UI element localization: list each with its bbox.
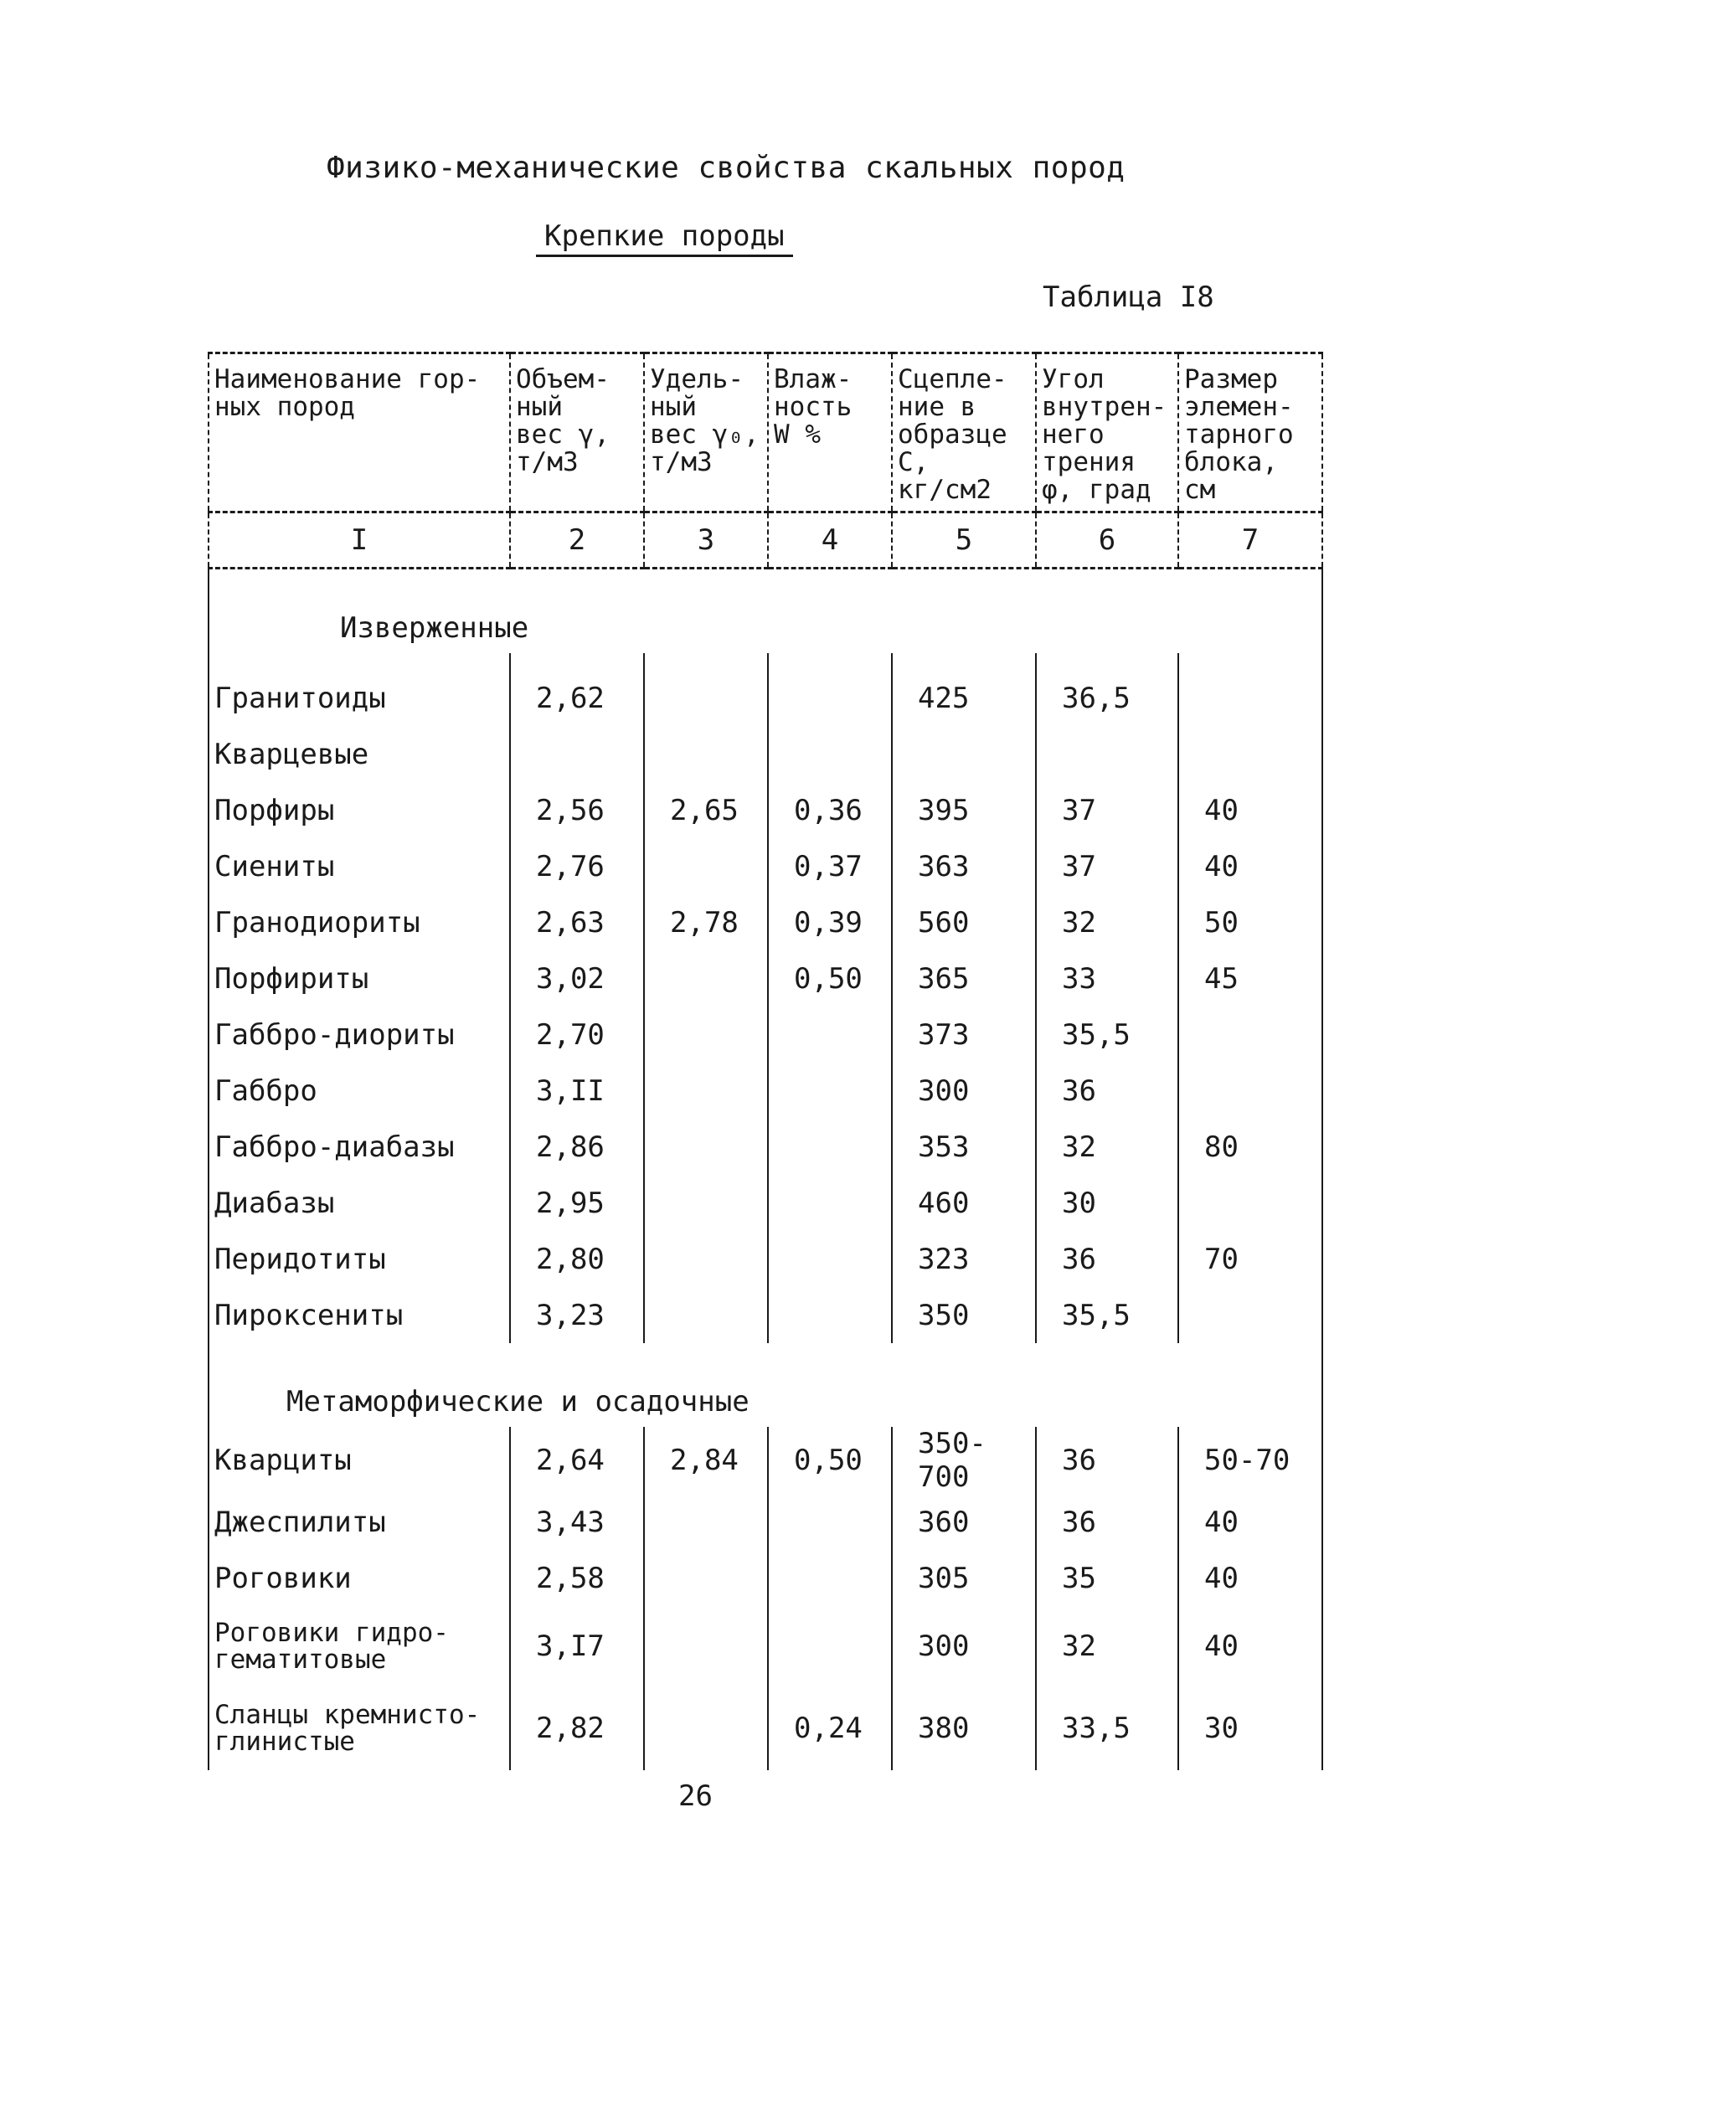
- rock-name-cell: Роговики гидро- гематитовые: [209, 1606, 510, 1686]
- cohesion-cell: 323: [892, 1231, 1036, 1287]
- section-row-metamorphic: [209, 1343, 1322, 1427]
- table-row: [209, 838, 1322, 894]
- cohesion-cell: 425: [892, 670, 1036, 726]
- moisture-cell: [768, 1606, 892, 1686]
- header-volume-weight: Объем- ный вес γ, т/м3: [510, 353, 644, 512]
- volume-weight-cell: 2,63: [510, 894, 644, 950]
- page-number: 26: [678, 1779, 713, 1813]
- volume-weight-cell: 3,02: [510, 950, 644, 1007]
- rock-name-cell: Джеспилиты: [209, 1494, 510, 1550]
- volume-weight-cell: 2,58: [510, 1550, 644, 1606]
- block-size-cell: [1178, 726, 1322, 782]
- rock-name-cell: Габбро-диабазы: [209, 1119, 510, 1175]
- specific-weight-cell: [644, 1287, 768, 1343]
- friction-angle-cell: 37: [1036, 782, 1178, 838]
- moisture-cell: 0,24: [768, 1686, 892, 1770]
- table-row: [209, 1686, 1322, 1770]
- cohesion-cell: [892, 726, 1036, 782]
- specific-weight-cell: [644, 1686, 768, 1770]
- cohesion-cell: 560: [892, 894, 1036, 950]
- table-row: [209, 670, 1322, 726]
- table-row: [209, 1231, 1322, 1287]
- table-row: [209, 1427, 1322, 1494]
- volume-weight-cell: 2,80: [510, 1231, 644, 1287]
- cohesion-cell: 460: [892, 1175, 1036, 1231]
- rock-name-cell: Гранодиориты: [209, 894, 510, 950]
- friction-angle-cell: 35,5: [1036, 1287, 1178, 1343]
- table-row: [209, 1550, 1322, 1606]
- block-size-cell: 80: [1178, 1119, 1322, 1175]
- block-size-cell: 50: [1178, 894, 1322, 950]
- friction-angle-cell: 35,5: [1036, 1007, 1178, 1063]
- rock-properties-table: [208, 352, 1323, 1770]
- moisture-cell: [768, 1175, 892, 1231]
- table-row: [209, 1063, 1322, 1119]
- specific-weight-cell: [644, 1231, 768, 1287]
- rock-name-cell: Пироксениты: [209, 1287, 510, 1343]
- cohesion-cell: 373: [892, 1007, 1036, 1063]
- section-title-igneous: Изверженные: [340, 611, 529, 645]
- block-size-cell: [1178, 1063, 1322, 1119]
- rock-name-cell: Сланцы кремнисто- глинистые: [209, 1686, 510, 1770]
- moisture-cell: [768, 1287, 892, 1343]
- friction-angle-cell: 33: [1036, 950, 1178, 1007]
- table-row: [209, 1606, 1322, 1686]
- block-size-cell: 40: [1178, 1550, 1322, 1606]
- specific-weight-cell: [644, 1007, 768, 1063]
- friction-angle-cell: 36: [1036, 1063, 1178, 1119]
- column-number: 6: [1036, 512, 1178, 569]
- table-row: [209, 1119, 1322, 1175]
- specific-weight-cell: 2,84: [644, 1427, 768, 1494]
- moisture-cell: [768, 1494, 892, 1550]
- header-friction-angle: Угол внутрен- него трения φ, град: [1036, 353, 1178, 512]
- friction-angle-cell: 36: [1036, 1427, 1178, 1494]
- block-size-cell: [1178, 1175, 1322, 1231]
- table-row: [209, 950, 1322, 1007]
- cohesion-cell: 305: [892, 1550, 1036, 1606]
- moisture-cell: [768, 1119, 892, 1175]
- moisture-cell: 0,37: [768, 838, 892, 894]
- rock-name-cell: Кварцевые: [209, 726, 510, 782]
- volume-weight-cell: [510, 726, 644, 782]
- header-rock-name: Наименование гор- ных пород: [209, 353, 510, 512]
- column-number: 3: [644, 512, 768, 569]
- moisture-cell: [768, 1231, 892, 1287]
- cohesion-cell: 300: [892, 1606, 1036, 1686]
- specific-weight-cell: [644, 1119, 768, 1175]
- friction-angle-cell: 32: [1036, 894, 1178, 950]
- block-size-cell: 30: [1178, 1686, 1322, 1770]
- header-cohesion: Сцепле- ние в образце C, кг/см2: [892, 353, 1036, 512]
- specific-weight-cell: [644, 1175, 768, 1231]
- document-title: Физико-механические свойства скальных пород: [327, 151, 1126, 185]
- cohesion-cell: 350: [892, 1287, 1036, 1343]
- friction-angle-cell: 37: [1036, 838, 1178, 894]
- block-size-cell: 45: [1178, 950, 1322, 1007]
- friction-angle-cell: 32: [1036, 1606, 1178, 1686]
- specific-weight-cell: [644, 1550, 768, 1606]
- volume-weight-cell: 2,82: [510, 1686, 644, 1770]
- cohesion-cell: 350-700: [892, 1427, 1036, 1494]
- specific-weight-cell: [644, 838, 768, 894]
- rock-name-cell: Габбро: [209, 1063, 510, 1119]
- volume-weight-cell: 2,56: [510, 782, 644, 838]
- rock-name-cell: Диабазы: [209, 1175, 510, 1231]
- moisture-cell: [768, 670, 892, 726]
- specific-weight-cell: 2,78: [644, 894, 768, 950]
- moisture-cell: 0,36: [768, 782, 892, 838]
- header-moisture: Влаж- ность W %: [768, 353, 892, 512]
- specific-weight-cell: [644, 1606, 768, 1686]
- moisture-cell: [768, 1063, 892, 1119]
- column-number: I: [209, 512, 510, 569]
- moisture-cell: 0,50: [768, 1427, 892, 1494]
- block-size-cell: 70: [1178, 1231, 1322, 1287]
- moisture-cell: 0,50: [768, 950, 892, 1007]
- volume-weight-cell: 2,86: [510, 1119, 644, 1175]
- table-body: [209, 512, 1322, 1771]
- moisture-cell: [768, 726, 892, 782]
- block-size-cell: 40: [1178, 782, 1322, 838]
- section-title-metamorphic: Метаморфические и осадочные: [286, 1385, 750, 1418]
- spacer-row: [209, 653, 1322, 670]
- table-row: [209, 782, 1322, 838]
- column-number: 5: [892, 512, 1036, 569]
- rock-name-cell: Перидотиты: [209, 1231, 510, 1287]
- rock-name-cell: Сиениты: [209, 838, 510, 894]
- volume-weight-cell: 3,23: [510, 1287, 644, 1343]
- column-number: 2: [510, 512, 644, 569]
- table-row: [209, 1175, 1322, 1231]
- rock-name-cell: Габбро-диориты: [209, 1007, 510, 1063]
- volume-weight-cell: 2,62: [510, 670, 644, 726]
- header-specific-weight: Удель- ный вес γ₀, т/м3: [644, 353, 768, 512]
- friction-angle-cell: 35: [1036, 1550, 1178, 1606]
- block-size-cell: [1178, 1287, 1322, 1343]
- block-size-cell: 40: [1178, 1494, 1322, 1550]
- table-row: [209, 1007, 1322, 1063]
- table-header-row: [209, 353, 1322, 512]
- block-size-cell: [1178, 1007, 1322, 1063]
- header-block-size: Размер элемен- тарного блока, см: [1178, 353, 1322, 512]
- cohesion-cell: 353: [892, 1119, 1036, 1175]
- volume-weight-cell: 2,95: [510, 1175, 644, 1231]
- friction-angle-cell: [1036, 726, 1178, 782]
- table-row: [209, 894, 1322, 950]
- document-subtitle: Крепкие породы: [536, 219, 793, 257]
- volume-weight-cell: 2,76: [510, 838, 644, 894]
- block-size-cell: [1178, 670, 1322, 726]
- table-row: [209, 726, 1322, 782]
- cohesion-cell: 365: [892, 950, 1036, 1007]
- table-row: [209, 1494, 1322, 1550]
- volume-weight-cell: 3,I7: [510, 1606, 644, 1686]
- specific-weight-cell: [644, 1494, 768, 1550]
- rock-name-cell: Гранитоиды: [209, 670, 510, 726]
- rock-name-cell: Порфириты: [209, 950, 510, 1007]
- friction-angle-cell: 33,5: [1036, 1686, 1178, 1770]
- specific-weight-cell: [644, 950, 768, 1007]
- cohesion-cell: 395: [892, 782, 1036, 838]
- rock-name-cell: Порфиры: [209, 782, 510, 838]
- moisture-cell: [768, 1007, 892, 1063]
- block-size-cell: 40: [1178, 838, 1322, 894]
- block-size-cell: 40: [1178, 1606, 1322, 1686]
- block-size-cell: 50-70: [1178, 1427, 1322, 1494]
- cohesion-cell: 360: [892, 1494, 1036, 1550]
- column-number-row: [209, 512, 1322, 569]
- friction-angle-cell: 30: [1036, 1175, 1178, 1231]
- moisture-cell: 0,39: [768, 894, 892, 950]
- specific-weight-cell: [644, 726, 768, 782]
- specific-weight-cell: [644, 1063, 768, 1119]
- cohesion-cell: 300: [892, 1063, 1036, 1119]
- section-row-igneous: [209, 569, 1322, 654]
- friction-angle-cell: 32: [1036, 1119, 1178, 1175]
- friction-angle-cell: 36,5: [1036, 670, 1178, 726]
- column-number: 4: [768, 512, 892, 569]
- table-label: Таблица I8: [1043, 281, 1214, 314]
- volume-weight-cell: 3,43: [510, 1494, 644, 1550]
- volume-weight-cell: 3,II: [510, 1063, 644, 1119]
- table-row: [209, 1287, 1322, 1343]
- friction-angle-cell: 36: [1036, 1231, 1178, 1287]
- volume-weight-cell: 2,64: [510, 1427, 644, 1494]
- volume-weight-cell: 2,70: [510, 1007, 644, 1063]
- moisture-cell: [768, 1550, 892, 1606]
- rock-name-cell: Кварциты: [209, 1427, 510, 1494]
- column-number: 7: [1178, 512, 1322, 569]
- friction-angle-cell: 36: [1036, 1494, 1178, 1550]
- cohesion-cell: 380: [892, 1686, 1036, 1770]
- rock-name-cell: Роговики: [209, 1550, 510, 1606]
- cohesion-cell: 363: [892, 838, 1036, 894]
- specific-weight-cell: [644, 670, 768, 726]
- specific-weight-cell: 2,65: [644, 782, 768, 838]
